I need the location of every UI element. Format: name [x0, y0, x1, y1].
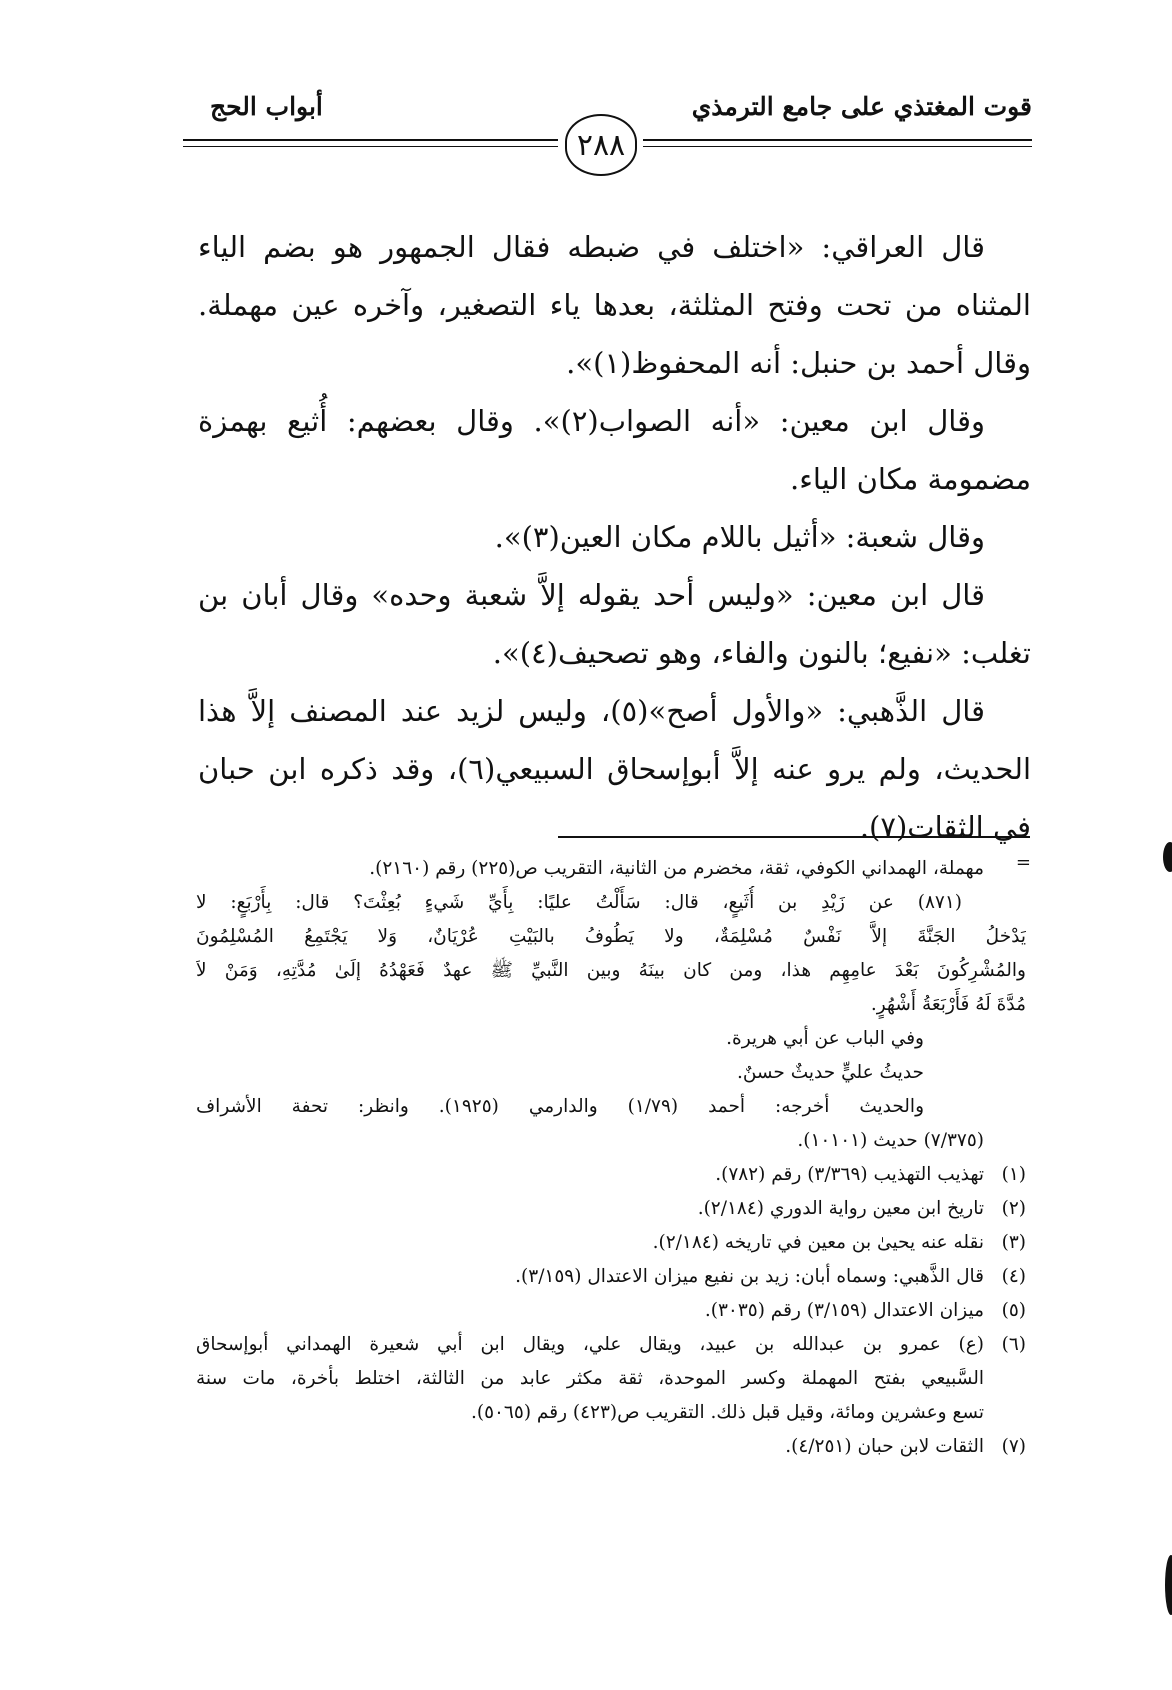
- footnote-number: (١): [1001, 1164, 1026, 1185]
- hadith-line: والمُشْرِكُونَ بَعْدَ عامِهِم هذا، ومن كان بينَهُ وبين النَّبيِّ ﷺ عهدٌ فَعَهْدُهُ إلَىٰ مُدَّتِهِ، وَمَنْ لاَ: [196, 960, 1026, 981]
- text-line: الحديث، ولم يرو عنه إلاَّ أبوإسحاق السبيعي(٦)، وقد ذكره ابن حبان: [198, 752, 1031, 786]
- footnotes: [196, 852, 1031, 1464]
- page-number-badge: [565, 114, 637, 176]
- footnote-text: قال الذَّهبي: وسماه أبان: زيد بن نفيع ميزان الاعتدال (٣/١٥٩).: [515, 1266, 984, 1287]
- footnote-item: [196, 1260, 1026, 1294]
- footnote-text: (ع) عمرو بن عبدالله بن عبيد، ويقال علي، ويقال ابن أبي شعيرة الهمداني أبوإسحاق: [196, 1334, 984, 1355]
- footnote-line: حديثُ عليٍّ حديثٌ حسنٌ.: [736, 1062, 924, 1083]
- page-number: ٢٨٨: [576, 127, 626, 163]
- footnote-line: والحديث أخرجه: أحمد (١/٧٩) والدارمي (١٩٢٥). وانظر: تحفة الأشراف: [196, 1096, 925, 1117]
- footnote-text: السَّبيعي بفتح المهملة وكسر الموحدة، ثقة مكثر عابد من الثالثة، اختلط بأخرة، مات سنة: [196, 1368, 984, 1389]
- text-line: المثناه من تحت وفتح المثلثة، بعدها ياء التصغير، وآخره عين مهملة.: [198, 288, 1031, 322]
- text-line: مضمومة مكان الياء.: [790, 462, 1031, 496]
- footnote-text: تاريخ ابن معين رواية الدوري (٢/١٨٤).: [697, 1198, 984, 1219]
- text-line: تغلب: «نفيع؛ بالنون والفاء، وهو تصحيف(٤)».: [492, 636, 1031, 670]
- scan-mark: [1163, 842, 1172, 872]
- footnote-item: [196, 1430, 1026, 1464]
- footnote-text: الثقات لابن حبان (٤/٢٥١).: [785, 1436, 984, 1457]
- text-line: قال ابن معين: «وليس أحد يقوله إلاَّ شعبة وحده» وقال أبان بن: [198, 578, 985, 612]
- text-line: وقال أحمد بن حنبل: أنه المحفوظ(١)».: [566, 346, 1031, 380]
- footnote-line: مهملة، الهمداني الكوفي، ثقة، مخضرم من الثانية، التقريب ص(٢٢٥) رقم (٢١٦٠).: [369, 858, 984, 879]
- footnote-number: (٧): [1001, 1436, 1026, 1457]
- footnote-text: نقله عنه يحيىٰ بن معين في تاريخه (٢/١٨٤).: [652, 1232, 984, 1253]
- footnote-number: (٣): [1001, 1232, 1026, 1253]
- header-rule-right-bottom: [643, 146, 1032, 147]
- footnote-item: [196, 1362, 1026, 1396]
- scan-mark: [1165, 1555, 1172, 1615]
- text-line: وقال شعبة: «أثيل باللام مكان العين(٣)».: [494, 520, 985, 554]
- footnote-number: (٦): [1001, 1334, 1026, 1355]
- hadith-line: يَدْخلُ الجَنَّةَ إلاَّ نَفْسٌ مُسْلِمَةٌ، ولا يَطُوفُ بالبَيْتِ عُرْيَانٌ، وَلا يَجْتَمِعُ المُسْلِمُونَ: [196, 926, 1026, 947]
- footnote-separator: [558, 836, 1030, 838]
- header-rule-right-top: [643, 139, 1032, 141]
- footnote-item: [196, 1158, 1026, 1192]
- footnote-item: [196, 1226, 1026, 1260]
- header-rule-left-top: [183, 139, 558, 141]
- running-head-book-title: قوت المغتذي على جامع الترمذي: [691, 92, 1032, 121]
- hadith-line: (٨٧١) عن زَيْدِ بن أُثَيعٍ، قال: سَأَلْتُ عليًا: بِأَيِّ شَيءٍ بُعِثْتَ؟ قال: بِأَرْبَعٍ: لا: [196, 892, 962, 913]
- footnote-item: [196, 1396, 1026, 1430]
- hadith-line: مُدَّةَ لَهُ فَأَرْبَعَةُ أَشْهُرٍ.: [870, 994, 1026, 1015]
- main-text: [198, 218, 1031, 856]
- text-line: في الثقات(٧).: [859, 810, 1031, 844]
- text-line: قال الذَّهبي: «والأول أصح»(٥)، وليس لزيد عند المصنف إلاَّ هذا: [198, 694, 985, 728]
- footnote-item: [196, 1328, 1026, 1362]
- header-rule-left-bottom: [183, 146, 558, 147]
- text-line: قال العراقي: «اختلف في ضبطه فقال الجمهور هو بضم الياء: [198, 230, 985, 264]
- footnote-line: وفي الباب عن أبي هريرة.: [726, 1028, 924, 1049]
- footnote-number: (٤): [1001, 1266, 1026, 1287]
- footnote-text: ميزان الاعتدال (٣/١٥٩) رقم (٣٠٣٥).: [704, 1300, 984, 1321]
- footnote-text: تسع وعشرين ومائة، وقيل قبل ذلك. التقريب ص(٤٢٣) رقم (٥٠٦٥).: [470, 1402, 984, 1423]
- footnote-number: (٢): [1001, 1198, 1026, 1219]
- footnote-number: (٥): [1001, 1300, 1026, 1321]
- continuation-mark: =: [1015, 852, 1031, 873]
- footnote-text: تهذيب التهذيب (٣/٣٦٩) رقم (٧٨٢).: [715, 1164, 984, 1185]
- footnote-line: (٧/٣٧٥) حديث (١٠١٠١).: [797, 1130, 984, 1151]
- running-head-chapter: أبواب الحج: [210, 92, 323, 121]
- footnote-item: [196, 1294, 1026, 1328]
- footnote-item: [196, 1192, 1026, 1226]
- text-line: وقال ابن معين: «أنه الصواب(٢)». وقال بعضهم: أُثيع بهمزة: [198, 404, 985, 438]
